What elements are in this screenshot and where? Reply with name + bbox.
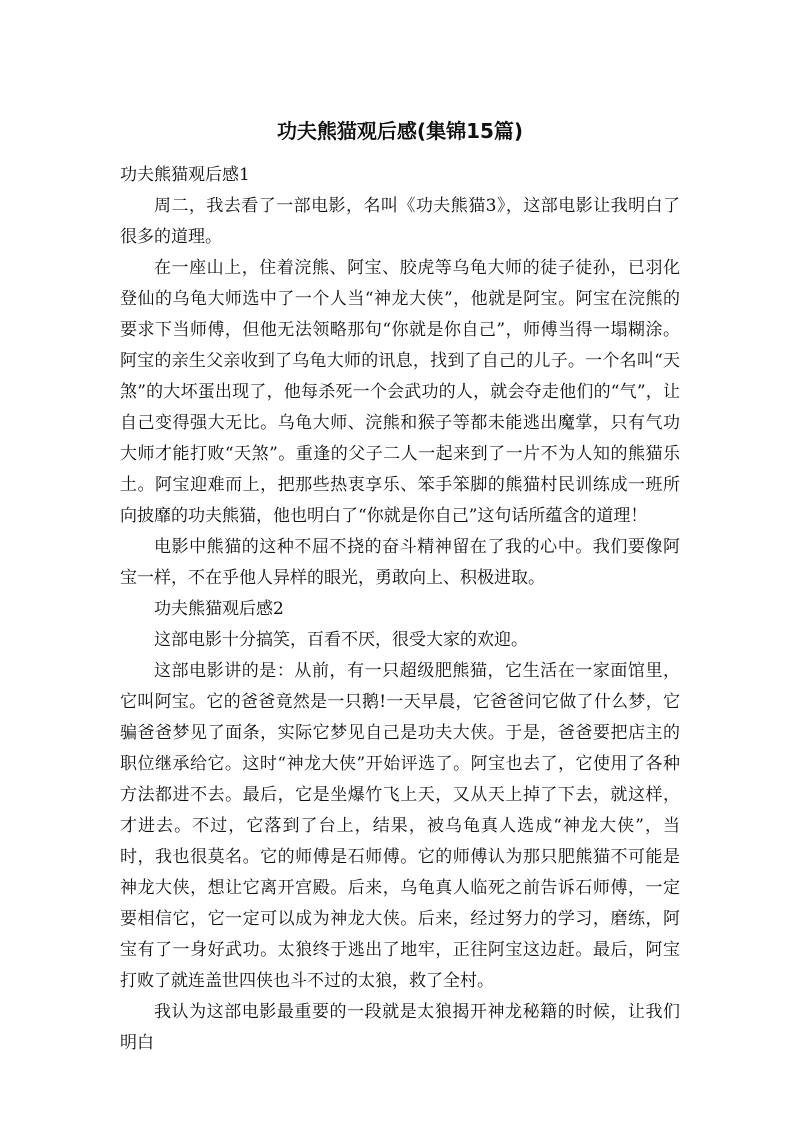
document-title: 功夫熊猫观后感(集锦15篇) [276, 119, 524, 143]
paragraph: 我认为这部电影最重要的一段就是太狼揭开神龙秘籍的时候，让我们明白 [120, 1002, 680, 1053]
section-heading: 功夫熊猫观后感2 [154, 599, 284, 619]
section-heading: 功夫熊猫观后感1 [120, 165, 250, 185]
paragraph: 这部电影讲的是：从前，有一只超级肥熊猫，它生活在一家面馆里，它叫阿宝。它的爸爸竟然是一只鹅!一天早晨，它爸爸问它做了什么梦，它骗爸爸梦见了面条，实际它梦见自己是功夫大侠。于是，爸爸要把店主的职位继承给它。这时“神龙大侠”开始评选了。阿宝也去了，它使用了各种方法都进不去。最后，它是坐爆竹飞上天，又从天上掉了下去，就这样，才进去。不过，它落到了台上，结果，被乌龟真人选成“神龙大侠”，当时，我也很莫名。它的师傅是石师傅。它的师傅认为那只肥熊猫不可能是神龙大侠，想让它离开宫殿。后来，乌龟真人临死之前告诉石师傅，一定要相信它，它一定可以成为神龙大侠。后来，经过努力的学习，磨练，阿宝有了一身好武功。太狼终于逃出了地牢，正往阿宝这边赶。最后，阿宝打败了就连盖世四侠也斗不过的太狼，救了全村。 [120, 661, 680, 991]
paragraph: 电影中熊猫的这种不屈不挠的奋斗精神留在了我的心中。我们要像阿宝一样，不在乎他人异样的眼光，勇敢向上、积极进取。 [120, 537, 680, 588]
paragraph: 这部电影十分搞笑，百看不厌，很受大家的欢迎。 [154, 630, 528, 650]
paragraph: 在一座山上，住着浣熊、阿宝、胶虎等乌龟大师的徒子徒孙，已羽化登仙的乌龟大师选中了一个人当“神龙大侠”，他就是阿宝。阿宝在浣熊的要求下当师傅，但他无法领略那句“你就是你自己”，师傅当得一塌糊涂。阿宝的亲生父亲收到了乌龟大师的讯息，找到了自己的儿子。一个名叫“天煞”的大坏蛋出现了，他每杀死一个会武功的人，就会夺走他们的“气”，让自己变得强大无比。乌龟大师、浣熊和猴子等都未能逃出魔掌，只有气功大师才能打败“天煞”。重逢的父子二人一起来到了一片不为人知的熊猫乐土。阿宝迎难而上，把那些热衷享乐、笨手笨脚的熊猫村民训练成一班所向披靡的功夫熊猫，他也明白了“你就是你自己”这句话所蕴含的道理！ [120, 258, 680, 526]
document-body [120, 160, 680, 1059]
paragraph: 周二，我去看了一部电影，名叫《功夫熊猫3》，这部电影让我明白了很多的道理。 [120, 196, 680, 247]
